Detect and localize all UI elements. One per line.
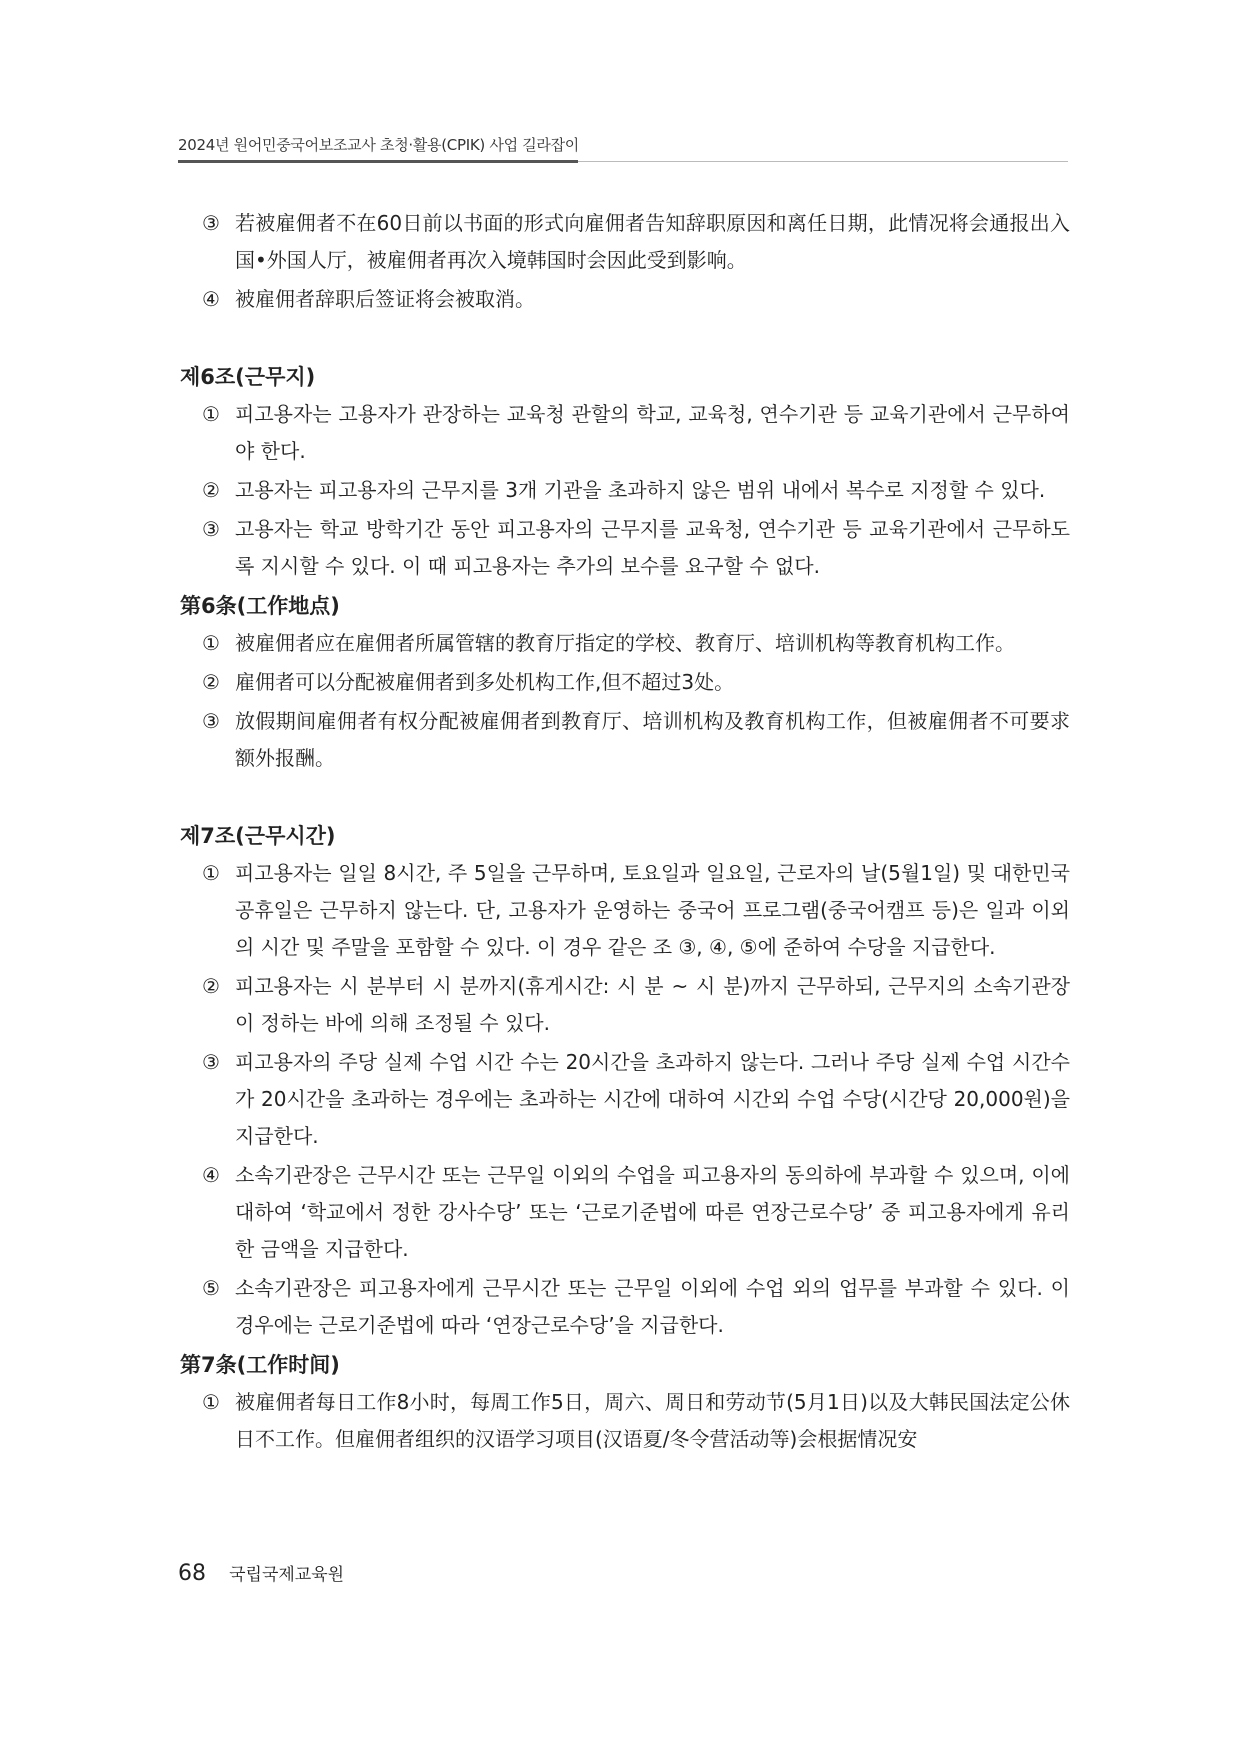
page-number: 68 [178, 1561, 206, 1586]
clause-number: ② [202, 670, 220, 694]
clause-item [180, 281, 1070, 318]
clause-item [180, 1270, 1070, 1344]
clause-text: 被雇佣者每日工作8小时，每周工作5日，周六、周日和劳动节(5月1日)以及大韩民国法定公休日不工作。但雇佣者组织的汉语学习项目(汉语夏/冬令营活动等)会根据情况安 [235, 1390, 1070, 1451]
clause-text: 被雇佣者辞职后签证将会被取消。 [235, 287, 535, 311]
clause-item [180, 511, 1070, 585]
footer-org-name: 국립국제교육원 [229, 1565, 345, 1585]
header-rule-light [578, 161, 1068, 162]
running-header: 2024년 원어민중국어보조교사 초청·활용(CPIK) 사업 길라잡이 [178, 136, 579, 154]
clause-item [180, 396, 1070, 470]
clause-number: ④ [202, 287, 220, 311]
clause-number: ② [202, 974, 220, 998]
section-heading: 제6조(근무지) [180, 365, 316, 389]
clause-item [180, 1157, 1070, 1268]
clause-item [180, 205, 1070, 279]
header-rule-dark [178, 160, 578, 163]
clause-number: ② [202, 478, 220, 502]
clause-text: 피고용자는 시 분부터 시 분까지(휴게시간: 시 분 ~ 시 분)까지 근무하되, 근무지의 소속기관장이 정하는 바에 의해 조정될 수 있다. [235, 974, 1070, 1035]
clause-text: 고용자는 피고용자의 근무지를 3개 기관을 초과하지 않은 범위 내에서 복수로 지정할 수 있다. [235, 478, 1046, 502]
clause-text: 放假期间雇佣者有权分配被雇佣者到教育厅、培训机构及教育机构工作，但被雇佣者不可要求额外报酬。 [235, 709, 1070, 770]
clause-number: ③ [202, 1050, 220, 1074]
clause-text: 피고용자는 일일 8시간, 주 5일을 근무하며, 토요일과 일요일, 근로자의 날(5월1일) 및 대한민국 공휴일은 근무하지 않는다. 단, 고용자가 운영하는 중국어 프로그램(중국어캠프 등)은 일과 이외의 시간 및 주말을 포함할 수 있다. 이 경우 같은 조 ③, ④, ⑤에 준하여 수당을 지급한다. [235, 861, 1070, 959]
section-gap [180, 320, 1070, 358]
clause-item [180, 703, 1070, 777]
clause-number: ① [202, 861, 220, 885]
clause-item [180, 1384, 1070, 1458]
clause-item [180, 1044, 1070, 1155]
clause-text: 소속기관장은 근무시간 또는 근무일 이외의 수업을 피고용자의 동의하에 부과할 수 있으며, 이에 대하여 ‘학교에서 정한 강사수당’ 또는 ‘근로기준법에 따른 연장근로수당’ 중 피고용자에게 유리한 금액을 지급한다. [235, 1163, 1070, 1261]
clause-number: ① [202, 402, 220, 426]
clause-number: ③ [202, 709, 220, 733]
clause-number: ① [202, 1390, 220, 1414]
clause-number: ⑤ [202, 1276, 220, 1300]
section-heading: 第6条(工作地点) [180, 594, 340, 618]
clause-text: 피고용자의 주당 실제 수업 시간 수는 20시간을 초과하지 않는다. 그러나 주당 실제 수업 시간수가 20시간을 초과하는 경우에는 초과하는 시간에 대하여 시간외 수업 수당(시간당 20,000원)을 지급한다. [235, 1050, 1070, 1148]
clause-item [180, 855, 1070, 966]
section-heading: 제7조(근무시간) [180, 824, 336, 848]
section-heading: 第7条(工作时间) [180, 1353, 340, 1377]
page-content [180, 205, 1070, 1460]
section-gap [180, 779, 1070, 817]
clause-item [180, 472, 1070, 509]
clause-text: 被雇佣者应在雇佣者所属管辖的教育厅指定的学校、教育厅、培训机构等教育机构工作。 [235, 631, 1015, 655]
clause-text: 소속기관장은 피고용자에게 근무시간 또는 근무일 이외에 수업 외의 업무를 부과할 수 있다. 이 경우에는 근로기준법에 따라 ‘연장근로수당’을 지급한다. [235, 1276, 1070, 1337]
page-footer [178, 1560, 344, 1590]
clause-text: 고용자는 학교 방학기간 동안 피고용자의 근무지를 교육청, 연수기관 등 교육기관에서 근무하도록 지시할 수 있다. 이 때 피고용자는 추가의 보수를 요구할 수 없다. [235, 517, 1070, 578]
clause-item [180, 625, 1070, 662]
clause-item [180, 968, 1070, 1042]
clause-text: 若被雇佣者不在60日前以书面的形式向雇佣者告知辞职原因和离任日期，此情况将会通报出入国•外国人厅，被雇佣者再次入境韩国时会因此受到影响。 [235, 211, 1070, 272]
clause-number: ③ [202, 517, 220, 541]
clause-number: ④ [202, 1163, 220, 1187]
clause-number: ① [202, 631, 220, 655]
clause-number: ③ [202, 211, 220, 235]
clause-text: 피고용자는 고용자가 관장하는 교육청 관할의 학교, 교육청, 연수기관 등 교육기관에서 근무하여야 한다. [235, 402, 1070, 463]
clause-text: 雇佣者可以分配被雇佣者到多处机构工作,但不超过3处。 [235, 670, 735, 694]
clause-item [180, 664, 1070, 701]
